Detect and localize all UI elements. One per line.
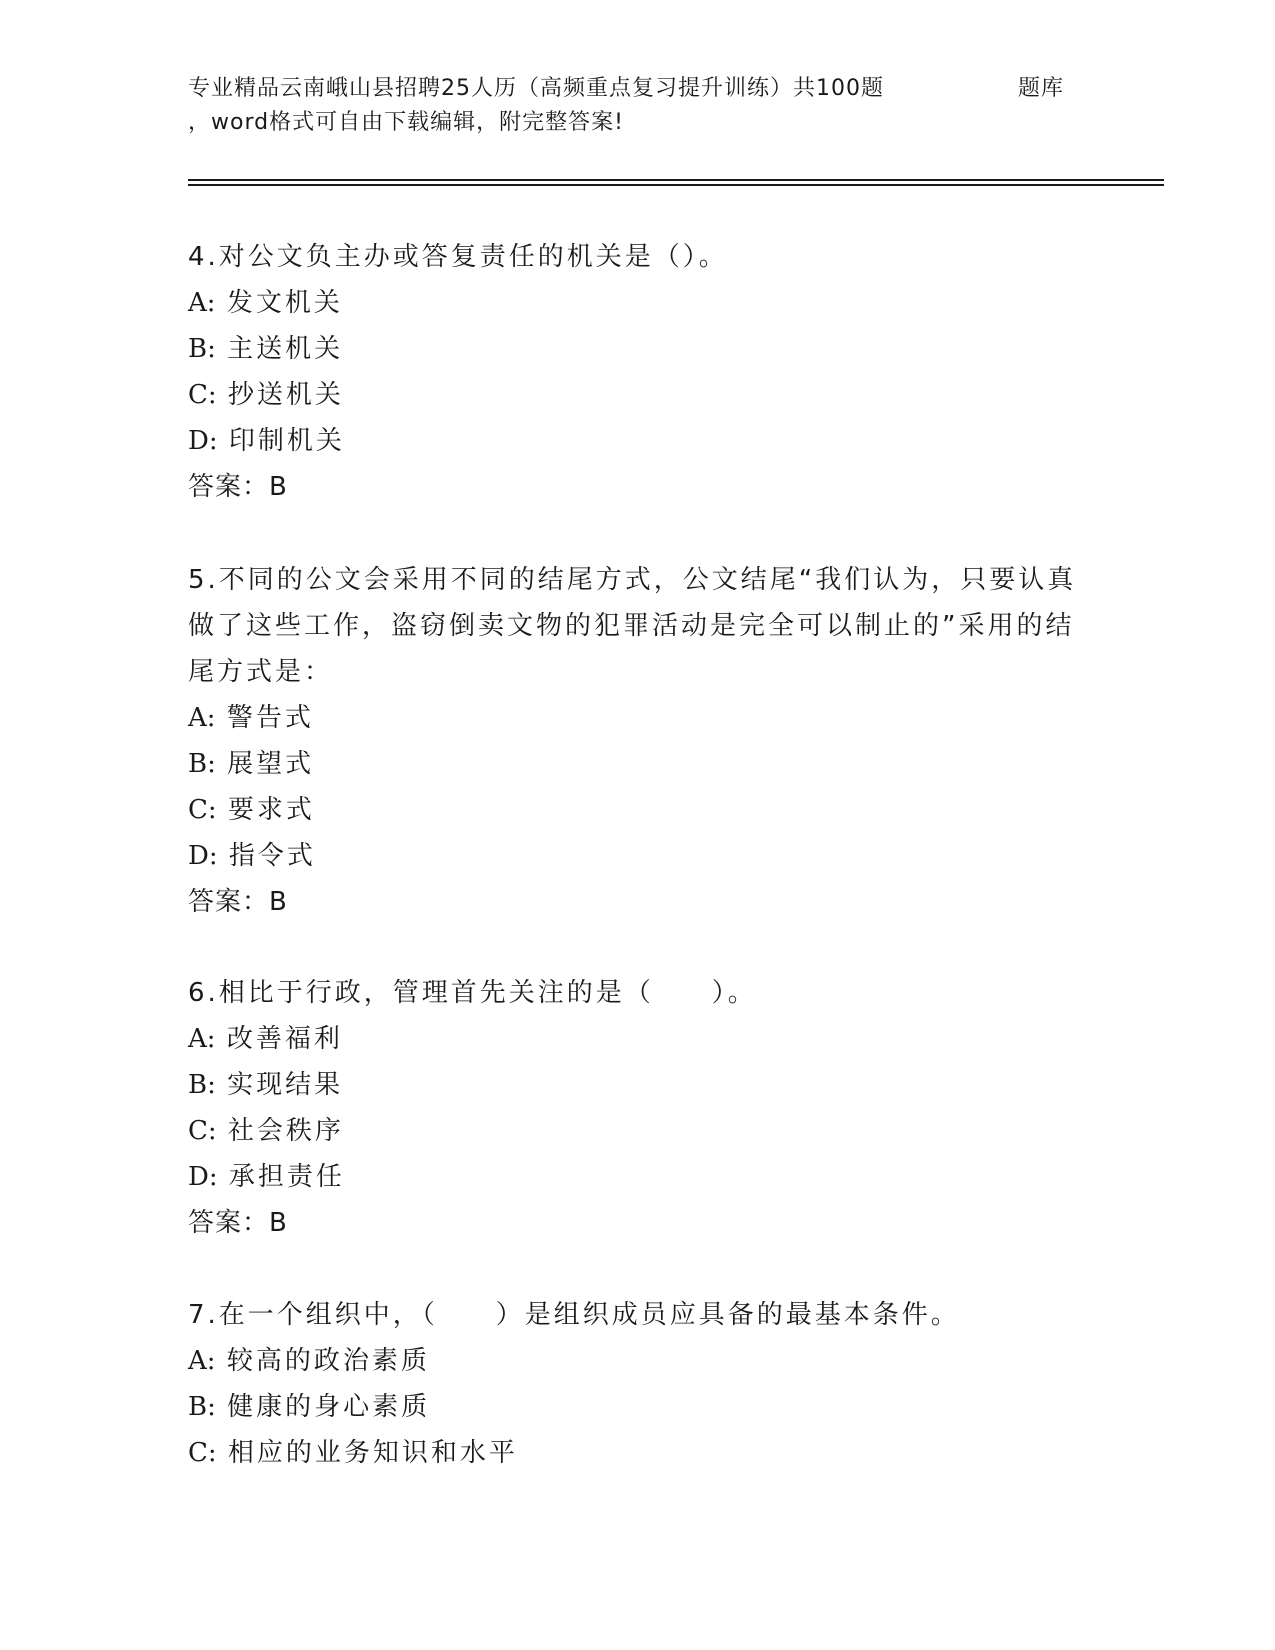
option-b — [188, 741, 1088, 787]
option-key: B: — [188, 334, 216, 364]
option-text: 展望式 — [227, 749, 315, 779]
option-b — [188, 326, 1088, 372]
option-text: 发文机关 — [226, 288, 343, 318]
option-text: 抄送机关 — [227, 380, 344, 410]
option-c — [188, 787, 1088, 833]
option-key: C: — [188, 1438, 217, 1468]
header-divider-top — [188, 179, 1164, 181]
option-c — [188, 1108, 1088, 1154]
answer: 答案：B — [188, 472, 288, 502]
option-key: A: — [188, 288, 216, 318]
question-7 — [188, 1292, 1088, 1476]
option-a — [188, 695, 1088, 741]
question-4 — [188, 234, 1088, 510]
option-key: B: — [188, 749, 216, 779]
header-title-suffix: 题库 — [1018, 76, 1065, 101]
option-a — [188, 280, 1088, 326]
option-key: D: — [188, 426, 218, 456]
document-header — [188, 72, 1088, 140]
option-c — [188, 1430, 1088, 1476]
option-key: B: — [188, 1392, 216, 1422]
option-text: 改善福利 — [226, 1024, 343, 1054]
question-stem: 4.对公文负主办或答复责任的机关是（）。 — [188, 242, 728, 272]
option-text: 指令式 — [228, 841, 316, 871]
option-text: 主送机关 — [227, 334, 344, 364]
option-text: 要求式 — [227, 795, 315, 825]
option-a — [188, 1016, 1088, 1062]
header-divider-bottom — [188, 184, 1164, 186]
option-key: C: — [188, 795, 217, 825]
header-subtitle: ，word格式可自由下载编辑，附完整答案! — [188, 110, 624, 135]
option-b — [188, 1062, 1088, 1108]
option-d — [188, 418, 1088, 464]
option-text: 承担责任 — [228, 1162, 345, 1192]
option-text: 健康的身心素质 — [227, 1392, 431, 1422]
option-b — [188, 1384, 1088, 1430]
option-key: D: — [188, 1162, 218, 1192]
option-text: 相应的业务知识和水平 — [227, 1438, 518, 1468]
question-stem: 6.相比于行政，管理首先关注的是（ ）。 — [188, 978, 757, 1008]
option-key: A: — [188, 1346, 216, 1376]
question-stem: 7.在一个组织中，（ ）是组织成员应具备的最基本条件。 — [188, 1300, 960, 1330]
option-text: 较高的政治素质 — [226, 1346, 430, 1376]
option-a — [188, 1338, 1088, 1384]
option-key: C: — [188, 1116, 217, 1146]
option-key: D: — [188, 841, 218, 871]
option-c — [188, 372, 1088, 418]
answer: 答案：B — [188, 887, 288, 917]
question-5 — [188, 557, 1088, 925]
option-text: 社会秩序 — [227, 1116, 344, 1146]
header-title: 专业精品云南峨山县招聘25人历（高频重点复习提升训练）共100题 — [188, 76, 884, 101]
option-d — [188, 833, 1088, 879]
option-key: A: — [188, 703, 216, 733]
option-key: B: — [188, 1070, 216, 1100]
header-title-line — [188, 72, 1088, 106]
question-stem: 5.不同的公文会采用不同的结尾方式，公文结尾“我们认为，只要认真做了这些工作，盗窃倒卖文物的犯罪活动是完全可以制止的”采用的结尾方式是： — [188, 565, 1077, 687]
option-key: A: — [188, 1024, 216, 1054]
answer: 答案：B — [188, 1208, 288, 1238]
option-text: 实现结果 — [227, 1070, 344, 1100]
option-d — [188, 1154, 1088, 1200]
option-key: C: — [188, 380, 217, 410]
option-text: 警告式 — [226, 703, 314, 733]
option-text: 印制机关 — [228, 426, 345, 456]
question-6 — [188, 970, 1088, 1246]
